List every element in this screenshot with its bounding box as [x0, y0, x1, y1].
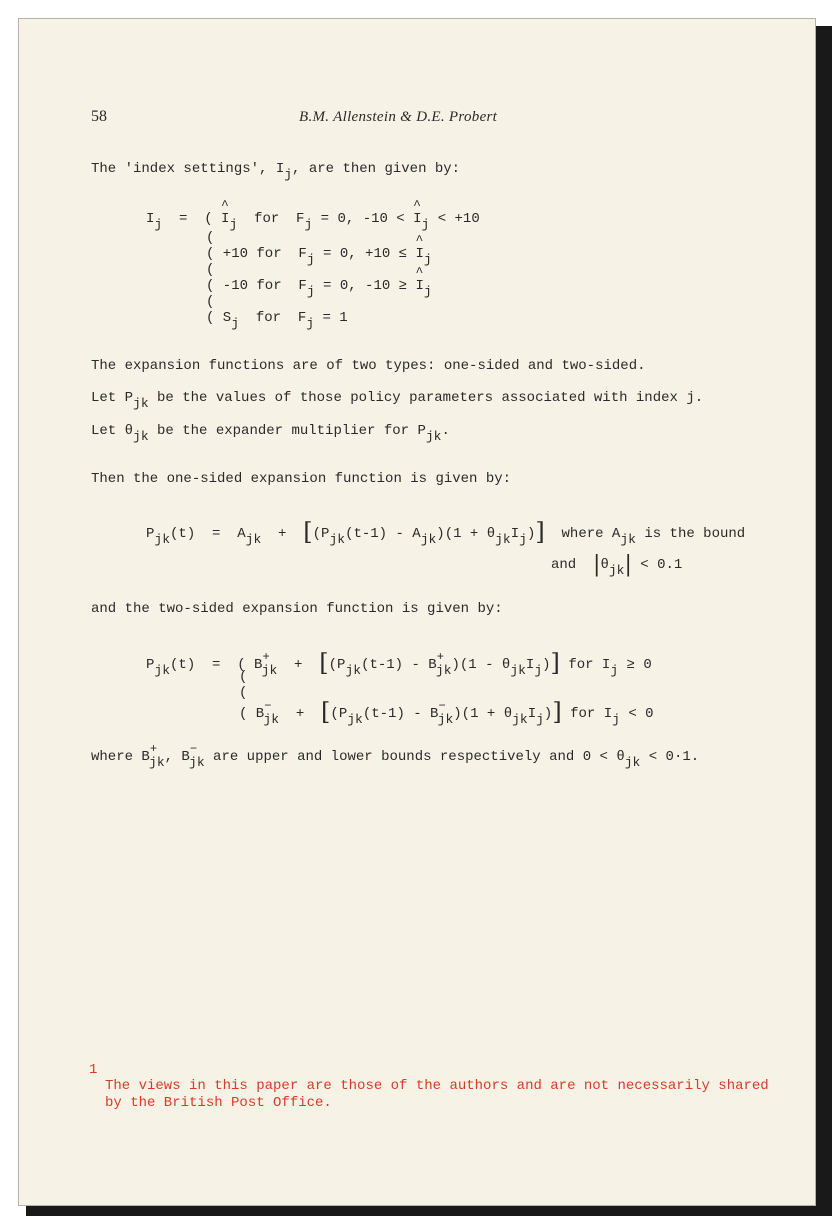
index-settings-intro: The 'index settings', Ij, are then given by:: [91, 161, 461, 182]
one-sided-intro: Then the one-sided expansion function is given by:: [91, 471, 512, 487]
two-sided-intro: and the two-sided expansion function is given by:: [91, 601, 503, 617]
document-page: 58 B.M. Allenstein & D.E. Probert The 'index settings', Ij, are then given by: Ij = ( I ^ j for Fj = 0, -10 < I ^ j < +10 ( ( +10 for Fj = 0, +10 ≤ I ^ j ( ( -10 for Fj = 0, -10 ≥ I ^ j ( ( Sj for Fj = 1 The expansion functions are of two types: one-sided and two-sided. Let Pjk be the values of those policy parameters associated with index j. Let θjk be the expander multiplier for Pjk. Then the one-sided expansion function is given by: Pjk(t) = Ajk + [(Pjk(t-1) - Ajk)(1 + θjkIj)] where Ajk is the bound and |θjk| < 0.1 and the two-sided expansion function is given by: Pjk(t) = ( B+jk + [(Pjk(t-1) - B+jk)(1 - θjkIj)] for Ij ≥ 0 ( ( ( B−jk + [(Pjk(t-1) - B−jk)(1 + θjkIj)] for Ij < 0 where B+jk, B−jk are upper and lower bounds respectively and 0 < θjk < 0·1. 1 The views in this paper are those of the authors and are not necessarily shared by the British Post Office.: [18, 18, 816, 1206]
footnote-line-1: The views in this paper are those of the authors and are not necessarily shared: [105, 1078, 769, 1094]
expander-multiplier-line: Let θjk be the expander multiplier for Pjk.: [91, 423, 450, 444]
policy-parameters-line: Let Pjk be the values of those policy parameters associated with index j.: [91, 390, 704, 411]
footnote-marker: 1: [89, 1062, 98, 1078]
expansion-types-line: The expansion functions are of two types: one-sided and two-sided.: [91, 358, 646, 374]
running-header-authors: B.M. Allenstein & D.E. Probert: [299, 109, 498, 125]
page-number: 58: [91, 108, 107, 125]
bounds-definition-line: where B+jk, B−jk are upper and lower bounds respectively and 0 < θjk < 0·1.: [91, 742, 700, 770]
footnote-line-2: by the British Post Office.: [105, 1095, 332, 1111]
